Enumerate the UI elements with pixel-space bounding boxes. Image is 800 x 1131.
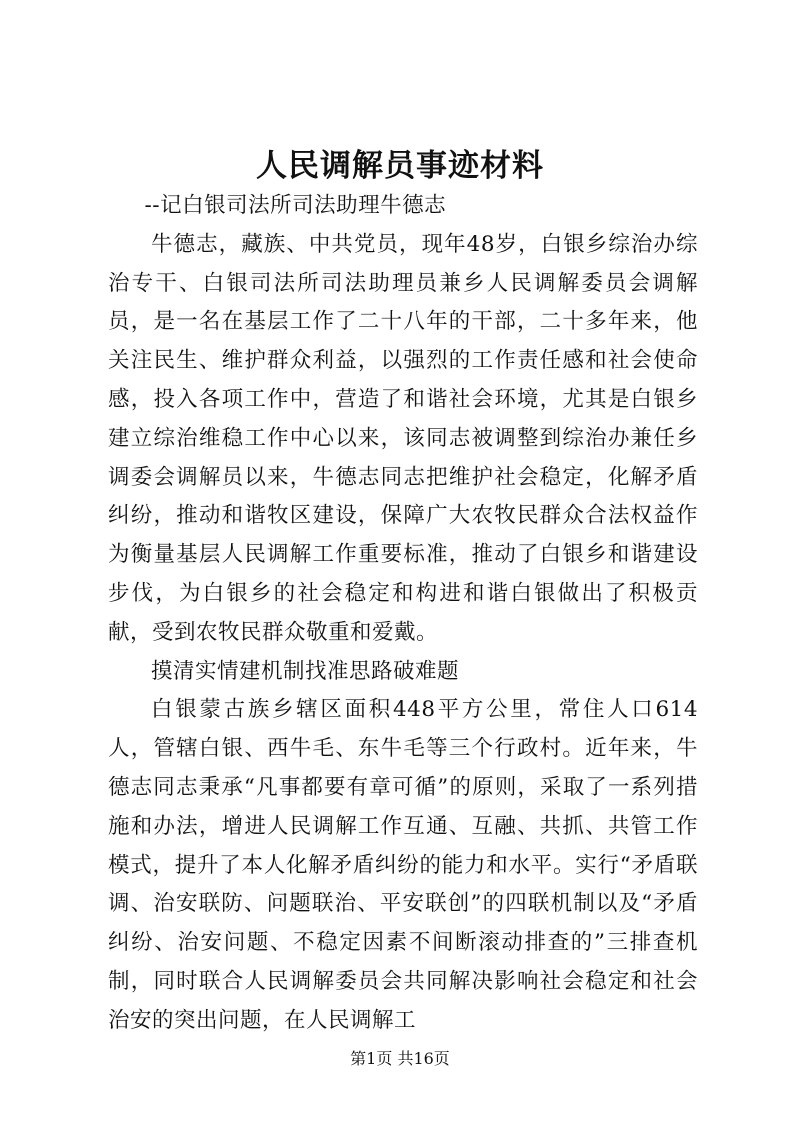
document-body	[108, 187, 698, 1041]
document-title: 人民调解员事迹材料	[256, 148, 544, 184]
paragraph-body: 白银蒙古族乡辖区面积448平方公里，常住人口614人，管辖白银、西牛毛、东牛毛等三个行政村。近年来，牛德志同志秉承“凡事都要有章可循”的原则，采取了一系列措施和办法，增进人民调解工作互通、互融、共抓、共管工作模式，提升了本人化解矛盾纠纷的能力和水平。实行“矛盾联调、治安联防、问题联治、平安联创”的四联机制以及“矛盾纠纷、治安问题、不稳定因素不间断滚动排查的”三排查机制，同时联合人民调解委员会共同解决影响社会稳定和社会治安的突出问题，在人民调解工	[108, 697, 698, 1033]
page-footer: 第1页 共16页	[350, 1049, 450, 1068]
document-subtitle: --记白银司法所司法助理牛德志	[144, 193, 447, 218]
section-heading: 摸清实情建机制找准思路破难题	[151, 658, 460, 684]
paragraph-intro: 牛德志，藏族、中共党员，现年48岁，白银乡综治办综治专干、白银司法所司法助理员兼乡人民调解委员会调解员，是一名在基层工作了二十八年的干部，二十多年来，他关注民生、维护群众利益，以强烈的工作责任感和社会使命感，投入各项工作中，营造了和谐社会环境，尤其是白银乡建立综治维稳工作中心以来，该同志被调整到综治办兼任乡调委会调解员以来，牛德志同志把维护社会稳定，化解矛盾纠纷，推动和谐牧区建设，保障广大农牧民群众合法权益作为衡量基层人民调解工作重要标准，推动了白银乡和谐建设步伐，为白银乡的社会稳定和构进和谐白银做出了积极贡献，受到农牧民群众敬重和爱戴。	[108, 231, 698, 645]
